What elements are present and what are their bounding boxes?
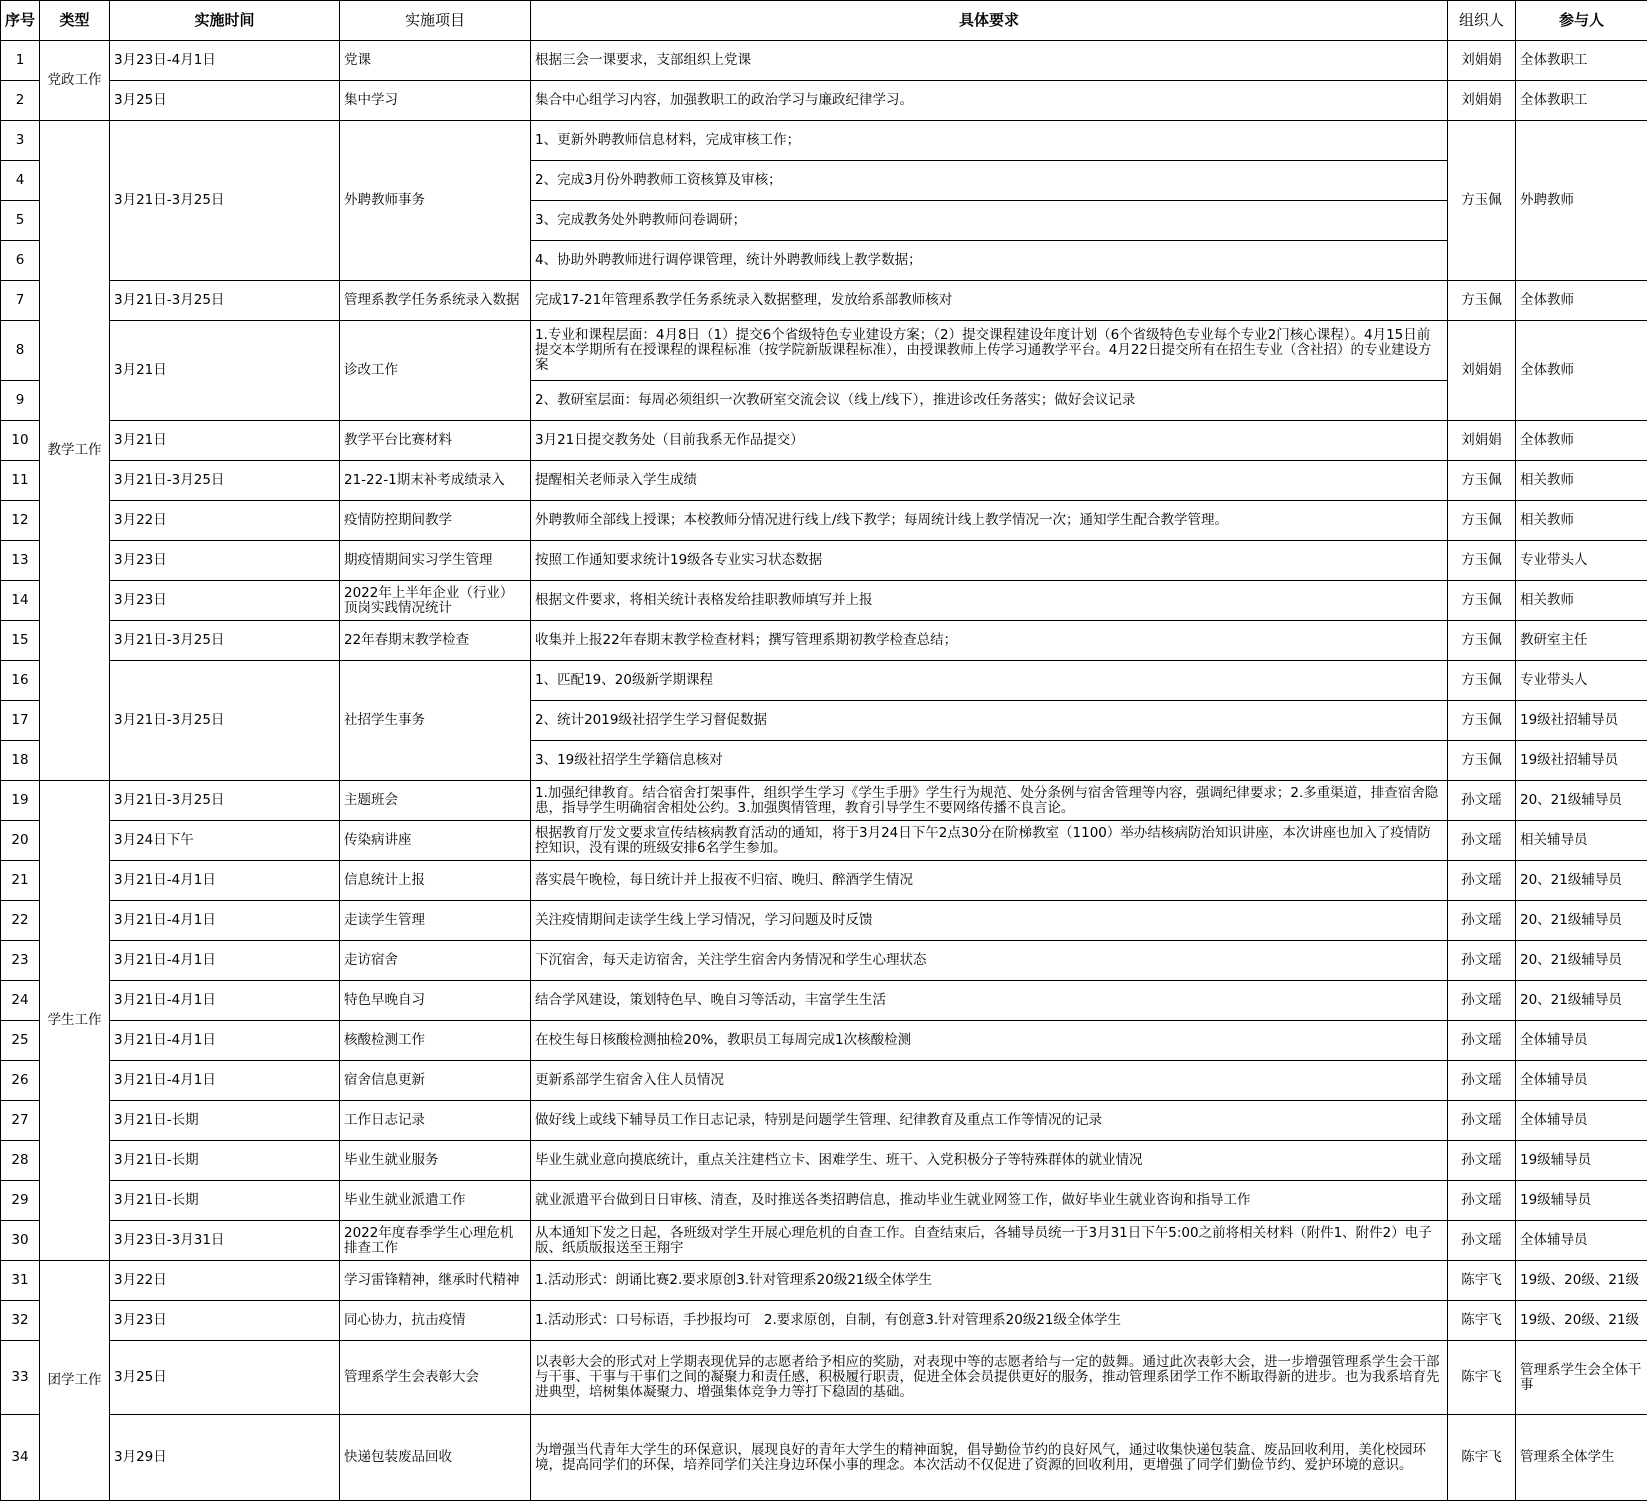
requirement-cell: 3、19级社招学生学籍信息核对 xyxy=(531,741,1448,781)
category-league: 团学工作 xyxy=(40,1261,110,1501)
header-time: 实施时间 xyxy=(110,1,340,41)
organizer-cell: 孙文瑶 xyxy=(1448,1021,1516,1061)
organizer-cell: 方玉佩 xyxy=(1448,701,1516,741)
seq-cell: 18 xyxy=(1,741,40,781)
participant-cell: 19级辅导员 xyxy=(1516,1181,1647,1221)
requirement-cell: 就业派遣平台做到日日审核、清查，及时推送各类招聘信息，推动毕业生就业网签工作，做好毕业生就业咨询和指导工作 xyxy=(531,1181,1448,1221)
item-cell: 主题班会 xyxy=(340,781,531,821)
participant-cell: 全体教师 xyxy=(1516,281,1647,321)
table-row xyxy=(1,581,1647,621)
requirement-cell: 4、协助外聘教师进行调停课管理，统计外聘教师线上教学数据； xyxy=(531,241,1448,281)
item-cell: 工作日志记录 xyxy=(340,1101,531,1141)
table-row xyxy=(1,541,1647,581)
seq-cell: 28 xyxy=(1,1141,40,1181)
time-cell: 3月21日 xyxy=(110,321,340,421)
organizer-cell: 孙文瑶 xyxy=(1448,861,1516,901)
participant-cell: 全体辅导员 xyxy=(1516,1061,1647,1101)
participant-cell: 20、21级辅导员 xyxy=(1516,901,1647,941)
organizer-cell: 方玉佩 xyxy=(1448,621,1516,661)
requirement-cell: 完成17-21年管理系教学任务系统录入数据整理，发放给系部教师核对 xyxy=(531,281,1448,321)
participant-cell: 19级辅导员 xyxy=(1516,1141,1647,1181)
item-cell: 党课 xyxy=(340,41,531,81)
table-row xyxy=(1,501,1647,541)
seq-cell: 10 xyxy=(1,421,40,461)
organizer-cell: 陈宇飞 xyxy=(1448,1261,1516,1301)
item-cell: 集中学习 xyxy=(340,81,531,121)
requirement-cell: 3、完成教务处外聘教师问卷调研； xyxy=(531,201,1448,241)
participant-cell: 全体辅导员 xyxy=(1516,1101,1647,1141)
item-cell: 学习雷锋精神，继承时代精神 xyxy=(340,1261,531,1301)
header-req: 具体要求 xyxy=(531,1,1448,41)
time-cell: 3月23日 xyxy=(110,1301,340,1341)
item-cell: 2022年度春季学生心理危机排查工作 xyxy=(340,1221,531,1261)
table-row xyxy=(1,461,1647,501)
table-row xyxy=(1,941,1647,981)
organizer-cell: 陈宇飞 xyxy=(1448,1301,1516,1341)
participant-cell: 全体教师 xyxy=(1516,321,1647,421)
table-row xyxy=(1,1415,1647,1501)
time-cell: 3月21日-3月25日 xyxy=(110,661,340,781)
seq-cell: 17 xyxy=(1,701,40,741)
item-cell: 毕业生就业服务 xyxy=(340,1141,531,1181)
requirement-cell: 1.专业和课程层面：4月8日（1）提交6个省级特色专业建设方案；（2）提交课程建设年度计划（6个省级特色专业每个专业2门核心课程）。4月15日前提交本学期所有在授课程的课程标准（按学院新版课程标准），由授课教师上传学习通教学平台。4月22日提交所有在招生专业（含社招）的专业建设方案 xyxy=(531,321,1448,381)
time-cell: 3月21日 xyxy=(110,421,340,461)
participant-cell: 相关教师 xyxy=(1516,501,1647,541)
organizer-cell: 刘娟娟 xyxy=(1448,321,1516,421)
item-cell: 管理系学生会表彰大会 xyxy=(340,1341,531,1415)
requirement-cell: 结合学风建设，策划特色早、晚自习等活动，丰富学生生活 xyxy=(531,981,1448,1021)
seq-cell: 15 xyxy=(1,621,40,661)
participant-cell: 专业带头人 xyxy=(1516,661,1647,701)
organizer-cell: 刘娟娟 xyxy=(1448,421,1516,461)
participant-cell: 19级、20级、21级 xyxy=(1516,1261,1647,1301)
time-cell: 3月21日-4月1日 xyxy=(110,941,340,981)
requirement-cell: 2、统计2019级社招学生学习督促数据 xyxy=(531,701,1448,741)
participant-cell: 20、21级辅导员 xyxy=(1516,861,1647,901)
participant-cell: 相关教师 xyxy=(1516,581,1647,621)
item-cell: 2022年上半年企业（行业）顶岗实践情况统计 xyxy=(340,581,531,621)
time-cell: 3月21日-4月1日 xyxy=(110,1021,340,1061)
header-row xyxy=(1,1,1647,41)
time-cell: 3月24日下午 xyxy=(110,821,340,861)
item-cell: 走读学生管理 xyxy=(340,901,531,941)
participant-cell: 全体教职工 xyxy=(1516,41,1647,81)
item-cell: 传染病讲座 xyxy=(340,821,531,861)
organizer-cell: 方玉佩 xyxy=(1448,741,1516,781)
item-cell: 走访宿舍 xyxy=(340,941,531,981)
organizer-cell: 方玉佩 xyxy=(1448,581,1516,621)
organizer-cell: 方玉佩 xyxy=(1448,281,1516,321)
participant-cell: 教研室主任 xyxy=(1516,621,1647,661)
requirement-cell: 关注疫情期间走读学生线上学习情况，学习问题及时反馈 xyxy=(531,901,1448,941)
table-row xyxy=(1,1261,1647,1301)
item-cell: 毕业生就业派遣工作 xyxy=(340,1181,531,1221)
category-party: 党政工作 xyxy=(40,41,110,121)
header-part: 参与人 xyxy=(1516,1,1647,41)
item-cell: 管理系教学任务系统录入数据 xyxy=(340,281,531,321)
requirement-cell: 落实晨午晚检，每日统计并上报夜不归宿、晚归、醉酒学生情况 xyxy=(531,861,1448,901)
organizer-cell: 孙文瑶 xyxy=(1448,1101,1516,1141)
table-row xyxy=(1,41,1647,81)
item-cell: 同心协力，抗击疫情 xyxy=(340,1301,531,1341)
table-row xyxy=(1,281,1647,321)
seq-cell: 27 xyxy=(1,1101,40,1141)
time-cell: 3月21日-长期 xyxy=(110,1181,340,1221)
seq-cell: 26 xyxy=(1,1061,40,1101)
category-teaching: 教学工作 xyxy=(40,121,110,781)
time-cell: 3月21日-3月25日 xyxy=(110,461,340,501)
organizer-cell: 方玉佩 xyxy=(1448,461,1516,501)
table-row xyxy=(1,1221,1647,1261)
item-cell: 特色早晚自习 xyxy=(340,981,531,1021)
requirement-cell: 外聘教师全部线上授课；本校教师分情况进行线上/线下教学；每周统计线上教学情况一次；通知学生配合教学管理。 xyxy=(531,501,1448,541)
time-cell: 3月25日 xyxy=(110,81,340,121)
category-student: 学生工作 xyxy=(40,781,110,1261)
organizer-cell: 方玉佩 xyxy=(1448,541,1516,581)
organizer-cell: 孙文瑶 xyxy=(1448,1061,1516,1101)
table-row xyxy=(1,1341,1647,1415)
participant-cell: 相关教师 xyxy=(1516,461,1647,501)
requirement-cell: 2、教研室层面：每周必须组织一次教研室交流会议（线上/线下），推进诊改任务落实；做好会议记录 xyxy=(531,381,1448,421)
table-row xyxy=(1,981,1647,1021)
seq-cell: 6 xyxy=(1,241,40,281)
organizer-cell: 刘娟娟 xyxy=(1448,81,1516,121)
table-row xyxy=(1,121,1647,161)
table-row xyxy=(1,1181,1647,1221)
table-row xyxy=(1,421,1647,461)
seq-cell: 12 xyxy=(1,501,40,541)
seq-cell: 20 xyxy=(1,821,40,861)
seq-cell: 29 xyxy=(1,1181,40,1221)
requirement-cell: 1.加强纪律教育。结合宿舍打架事件，组织学生学习《学生手册》学生行为规范、处分条例与宿舍管理等内容，强调纪律要求；2.多重渠道，排查宿舍隐患，指导学生明确宿舍相处公约。3.加强舆情管理，教育引导学生不要网络传播不良言论。 xyxy=(531,781,1448,821)
requirement-cell: 2、完成3月份外聘教师工资核算及审核； xyxy=(531,161,1448,201)
time-cell: 3月21日-3月25日 xyxy=(110,621,340,661)
seq-cell: 14 xyxy=(1,581,40,621)
time-cell: 3月21日-4月1日 xyxy=(110,1061,340,1101)
seq-cell: 34 xyxy=(1,1415,40,1501)
time-cell: 3月21日-4月1日 xyxy=(110,861,340,901)
seq-cell: 16 xyxy=(1,661,40,701)
item-cell: 疫情防控期间教学 xyxy=(340,501,531,541)
organizer-cell: 方玉佩 xyxy=(1448,121,1516,281)
requirement-cell: 3月21日提交教务处（目前我系无作品提交） xyxy=(531,421,1448,461)
organizer-cell: 孙文瑶 xyxy=(1448,821,1516,861)
seq-cell: 9 xyxy=(1,381,40,421)
header-type: 类型 xyxy=(40,1,110,41)
time-cell: 3月22日 xyxy=(110,501,340,541)
time-cell: 3月21日-长期 xyxy=(110,1141,340,1181)
requirement-cell: 更新系部学生宿舍入住人员情况 xyxy=(531,1061,1448,1101)
time-cell: 3月25日 xyxy=(110,1341,340,1415)
seq-cell: 30 xyxy=(1,1221,40,1261)
time-cell: 3月23日-4月1日 xyxy=(110,41,340,81)
time-cell: 3月21日-4月1日 xyxy=(110,901,340,941)
table-row xyxy=(1,81,1647,121)
item-cell: 21-22-1期末补考成绩录入 xyxy=(340,461,531,501)
item-cell: 诊改工作 xyxy=(340,321,531,421)
requirement-cell: 在校生每日核酸检测抽检20%，教职员工每周完成1次核酸检测 xyxy=(531,1021,1448,1061)
time-cell: 3月21日-长期 xyxy=(110,1101,340,1141)
item-cell: 22年春期末教学检查 xyxy=(340,621,531,661)
table-row xyxy=(1,321,1647,381)
requirement-cell: 按照工作通知要求统计19级各专业实习状态数据 xyxy=(531,541,1448,581)
seq-cell: 3 xyxy=(1,121,40,161)
seq-cell: 5 xyxy=(1,201,40,241)
requirement-cell: 集合中心组学习内容，加强教职工的政治学习与廉政纪律学习。 xyxy=(531,81,1448,121)
table-row xyxy=(1,621,1647,661)
time-cell: 3月21日-3月25日 xyxy=(110,121,340,281)
requirement-cell: 下沉宿舍，每天走访宿舍，关注学生宿舍内务情况和学生心理状态 xyxy=(531,941,1448,981)
requirement-cell: 根据教育厅发文要求宣传结核病教育活动的通知，将于3月24日下午2点30分在阶梯教室（1100）举办结核病防治知识讲座，本次讲座也加入了疫情防控知识，没有课的班级安排6名学生参加。 xyxy=(531,821,1448,861)
requirement-cell: 从本通知下发之日起，各班级对学生开展心理危机的自查工作。自查结束后，各辅导员统一于3月31日下午5:00之前将相关材料（附件1、附件2）电子版、纸质版报送至王翔宇 xyxy=(531,1221,1448,1261)
time-cell: 3月23日-3月31日 xyxy=(110,1221,340,1261)
header-org: 组织人 xyxy=(1448,1,1516,41)
seq-cell: 2 xyxy=(1,81,40,121)
organizer-cell: 孙文瑶 xyxy=(1448,1221,1516,1261)
time-cell: 3月23日 xyxy=(110,541,340,581)
seq-cell: 1 xyxy=(1,41,40,81)
requirement-cell: 做好线上或线下辅导员工作日志记录，特别是问题学生管理、纪律教育及重点工作等情况的记录 xyxy=(531,1101,1448,1141)
table-row xyxy=(1,861,1647,901)
seq-cell: 32 xyxy=(1,1301,40,1341)
organizer-cell: 孙文瑶 xyxy=(1448,1141,1516,1181)
table-row xyxy=(1,1141,1647,1181)
organizer-cell: 刘娟娟 xyxy=(1448,41,1516,81)
participant-cell: 19级社招辅导员 xyxy=(1516,701,1647,741)
organizer-cell: 孙文瑶 xyxy=(1448,1181,1516,1221)
time-cell: 3月22日 xyxy=(110,1261,340,1301)
participant-cell: 管理系全体学生 xyxy=(1516,1415,1647,1501)
header-seq: 序号 xyxy=(1,1,40,41)
organizer-cell: 孙文瑶 xyxy=(1448,981,1516,1021)
organizer-cell: 陈宇飞 xyxy=(1448,1341,1516,1415)
participant-cell: 20、21级辅导员 xyxy=(1516,941,1647,981)
participant-cell: 全体辅导员 xyxy=(1516,1221,1647,1261)
time-cell: 3月21日-4月1日 xyxy=(110,981,340,1021)
organizer-cell: 孙文瑶 xyxy=(1448,781,1516,821)
seq-cell: 11 xyxy=(1,461,40,501)
table-row xyxy=(1,1301,1647,1341)
organizer-cell: 方玉佩 xyxy=(1448,661,1516,701)
requirement-cell: 1、匹配19、20级新学期课程 xyxy=(531,661,1448,701)
participant-cell: 全体教师 xyxy=(1516,421,1647,461)
table-row xyxy=(1,1061,1647,1101)
requirement-cell: 以表彰大会的形式对上学期表现优异的志愿者给予相应的奖励，对表现中等的志愿者给与一定的鼓舞。通过此次表彰大会，进一步增强管理系学生会干部与干事、干事与干事们之间的凝聚力和责任感，积极履行职责，促进全体会员提供更好的服务，推动管理系团学工作不断取得新的进步。也为我系培育先进典型，培树集体凝聚力、增强集体竞争力等打下稳固的基础。 xyxy=(531,1341,1448,1415)
header-item: 实施项目 xyxy=(340,1,531,41)
seq-cell: 23 xyxy=(1,941,40,981)
seq-cell: 13 xyxy=(1,541,40,581)
time-cell: 3月23日 xyxy=(110,581,340,621)
organizer-cell: 陈宇飞 xyxy=(1448,1415,1516,1501)
table-row xyxy=(1,821,1647,861)
time-cell: 3月29日 xyxy=(110,1415,340,1501)
requirement-cell: 毕业生就业意向摸底统计，重点关注建档立卡、困难学生、班干、入党积极分子等特殊群体的就业情况 xyxy=(531,1141,1448,1181)
seq-cell: 25 xyxy=(1,1021,40,1061)
item-cell: 核酸检测工作 xyxy=(340,1021,531,1061)
requirement-cell: 为增强当代青年大学生的环保意识，展现良好的青年大学生的精神面貌，倡导勤俭节约的良好风气，通过收集快递包装盒、废品回收利用，美化校园环境，提高同学们的环保，培养同学们关注身边环保小事的理念。本次活动不仅促进了资源的回收利用，更增强了同学们勤俭节约、爱护环境的意识。 xyxy=(531,1415,1448,1501)
participant-cell: 专业带头人 xyxy=(1516,541,1647,581)
item-cell: 宿舍信息更新 xyxy=(340,1061,531,1101)
organizer-cell: 孙文瑶 xyxy=(1448,941,1516,981)
participant-cell: 管理系学生会全体干事 xyxy=(1516,1341,1647,1415)
table-row xyxy=(1,901,1647,941)
organizer-cell: 方玉佩 xyxy=(1448,501,1516,541)
requirement-cell: 提醒相关老师录入学生成绩 xyxy=(531,461,1448,501)
seq-cell: 31 xyxy=(1,1261,40,1301)
seq-cell: 24 xyxy=(1,981,40,1021)
participant-cell: 全体辅导员 xyxy=(1516,1021,1647,1061)
item-cell: 信息统计上报 xyxy=(340,861,531,901)
organizer-cell: 孙文瑶 xyxy=(1448,901,1516,941)
item-cell: 社招学生事务 xyxy=(340,661,531,781)
table-row xyxy=(1,661,1647,701)
item-cell: 期疫情期间实习学生管理 xyxy=(340,541,531,581)
table-row xyxy=(1,1101,1647,1141)
requirement-cell: 根据文件要求，将相关统计表格发给挂职教师填写并上报 xyxy=(531,581,1448,621)
seq-cell: 4 xyxy=(1,161,40,201)
time-cell: 3月21日-3月25日 xyxy=(110,281,340,321)
seq-cell: 8 xyxy=(1,321,40,381)
table-row xyxy=(1,1021,1647,1061)
participant-cell: 外聘教师 xyxy=(1516,121,1647,281)
item-cell: 外聘教师事务 xyxy=(340,121,531,281)
requirement-cell: 根据三会一课要求，支部组织上党课 xyxy=(531,41,1448,81)
participant-cell: 20、21级辅导员 xyxy=(1516,981,1647,1021)
participant-cell: 19级社招辅导员 xyxy=(1516,741,1647,781)
participant-cell: 20、21级辅导员 xyxy=(1516,781,1647,821)
seq-cell: 33 xyxy=(1,1341,40,1415)
participant-cell: 全体教职工 xyxy=(1516,81,1647,121)
requirement-cell: 1.活动形式：口号标语，手抄报均可 2.要求原创，自制，有创意3.针对管理系20级21级全体学生 xyxy=(531,1301,1448,1341)
item-cell: 教学平台比赛材料 xyxy=(340,421,531,461)
item-cell: 快递包装废品回收 xyxy=(340,1415,531,1501)
participant-cell: 相关辅导员 xyxy=(1516,821,1647,861)
seq-cell: 21 xyxy=(1,861,40,901)
requirement-cell: 1、更新外聘教师信息材料，完成审核工作； xyxy=(531,121,1448,161)
seq-cell: 7 xyxy=(1,281,40,321)
requirement-cell: 收集并上报22年春期末教学检查材料；撰写管理系期初教学检查总结； xyxy=(531,621,1448,661)
participant-cell: 19级、20级、21级 xyxy=(1516,1301,1647,1341)
seq-cell: 19 xyxy=(1,781,40,821)
time-cell: 3月21日-3月25日 xyxy=(110,781,340,821)
seq-cell: 22 xyxy=(1,901,40,941)
table-row xyxy=(1,781,1647,821)
requirement-cell: 1.活动形式：朗诵比赛2.要求原创3.针对管理系20级21级全体学生 xyxy=(531,1261,1448,1301)
